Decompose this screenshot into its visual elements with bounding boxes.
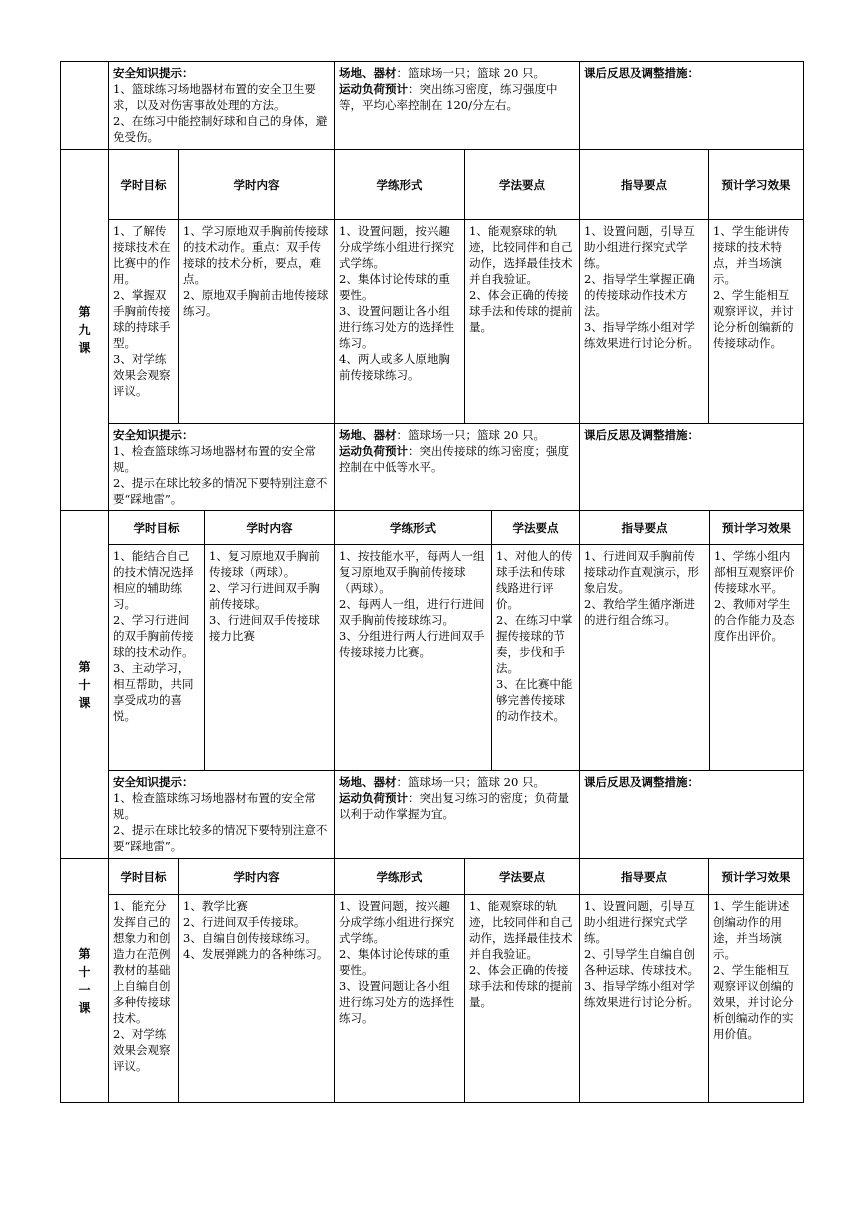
effect-cell	[710, 545, 804, 771]
col-header-effect: 预计学习效果	[709, 859, 804, 895]
col-header-method: 学法要点	[465, 150, 580, 220]
reflection-notes	[580, 62, 804, 150]
effect-item: 1、学生能讲述创编动作的用途，并当场演示。	[713, 899, 790, 961]
venue-label: 场地、器材	[339, 775, 397, 789]
method-cell	[465, 220, 580, 424]
safety-line: 1、检查篮球练习场地器材布置的安全常规。	[113, 444, 316, 474]
col-header-form: 学练形式	[335, 150, 465, 220]
safety-line: 1、篮球练习场地器材布置的安全卫生要求，以及对伤害事故处理的方法。	[113, 82, 316, 112]
col-header-guide: 指导要点	[580, 511, 710, 545]
col-header-form: 学练形式	[335, 511, 492, 545]
method-item: 2、体会正确的传接球手法和传球的提前量。	[469, 288, 573, 334]
goal-item: 1、能充分发挥自己的想象力和创造力在范例教材的基础上自编自创多种传接球技术。	[113, 899, 171, 1025]
form-item: 2、每两人一组，进行行进间双手胸前传接球练习。	[339, 597, 485, 627]
reflect-label: 课后反思及调整措施：	[584, 66, 699, 80]
load-text: ：突出复习练习的密度；负荷量以利于动作掌握为宜。	[339, 791, 569, 821]
load-label: 运动负荷预计	[339, 82, 408, 96]
content-item: 2、行进间双手传接球。	[183, 915, 306, 929]
col-header-effect: 预计学习效果	[709, 150, 804, 220]
form-item: 2、集体讨论传球的重要性。	[339, 947, 450, 977]
goal-item: 1、了解传接球技术在比赛中的作用。	[113, 224, 171, 286]
effect-item: 1、学练小组内部相互观察评价传接球水平。	[714, 549, 795, 595]
goal-item: 2、对学练效果会观察评议。	[113, 1027, 171, 1073]
content-item: 1、复习原地双手胸前传接球（两球）。	[209, 549, 320, 579]
guide-cell	[580, 545, 710, 771]
guide-cell	[580, 895, 709, 1103]
venue-load-notes	[335, 424, 580, 511]
method-item: 3、在比赛中能够完善传接球的动作技术。	[496, 677, 573, 723]
effect-item: 1、学生能讲传接球的技术特点，并当场演示。	[713, 224, 790, 286]
effect-cell	[709, 895, 804, 1103]
load-text: ：突出传接球的练习密度；强度控制在中低等水平。	[339, 444, 569, 474]
form-item: 4、两人或多人原地胸前传接球练习。	[339, 352, 450, 382]
load-label: 运动负荷预计	[339, 791, 408, 805]
content-item: 4、发展弹跳力的各种练习。	[183, 947, 329, 961]
venue-text: ：篮球场一只；篮球 20 只。	[396, 775, 545, 789]
method-cell	[465, 895, 580, 1103]
goal-cell	[109, 545, 205, 771]
effect-item: 2、学生能相互观察评议，并讨论分析创编新的传接球动作。	[713, 288, 794, 350]
load-label: 运动负荷预计	[339, 444, 408, 458]
guide-item: 1、行进间双手胸前传接球动作直观演示，形象启发。	[584, 549, 699, 595]
safety-notes	[109, 771, 335, 859]
col-header-effect: 预计学习效果	[710, 511, 804, 545]
guide-item: 3、指导学练小组对学练效果进行讨论分析。	[584, 320, 699, 350]
load-text: ：突出练习密度，练习强度中等，平均心率控制在 120/分左右。	[339, 82, 558, 112]
venue-load-notes	[335, 771, 580, 859]
venue-label: 场地、器材	[339, 66, 397, 80]
goal-cell	[109, 895, 179, 1103]
form-cell	[335, 545, 492, 771]
safety-line: 2、提示在球比较多的情况下要特别注意不要“踩地雷”。	[113, 823, 328, 853]
safety-notes	[109, 424, 335, 511]
guide-item: 2、指导学生掌握正确的传接球动作技术方法。	[584, 272, 695, 318]
lesson11-table	[60, 858, 804, 1103]
method-cell	[492, 545, 580, 771]
reflection-notes	[580, 424, 804, 511]
method-item: 2、在练习中掌握传接球的节奏，步伐和手法。	[496, 613, 573, 675]
col-header-method: 学法要点	[465, 859, 580, 895]
lesson-label: 第九课	[61, 150, 109, 511]
lesson9-table	[60, 149, 804, 511]
effect-item: 2、教师对学生的合作能力及态度作出评价。	[714, 597, 795, 643]
col-header-form: 学练形式	[335, 859, 465, 895]
guide-item: 2、教给学生循序渐进的进行组合练习。	[584, 597, 695, 627]
form-item: 1、设置问题，按兴趣分成学练小组进行探究式学练。	[339, 899, 454, 945]
content-cell	[179, 895, 335, 1103]
content-item: 1、教学比赛	[183, 899, 248, 913]
form-item: 3、设置问题让各小组进行练习处方的选择性练习。	[339, 979, 454, 1025]
col-header-guide: 指导要点	[580, 150, 709, 220]
form-cell	[335, 895, 465, 1103]
goal-item: 1、能结合自己的技术情况选择相应的辅助练习。	[113, 549, 194, 611]
col-header-content: 学时内容	[205, 511, 335, 545]
reflect-label: 课后反思及调整措施：	[584, 775, 699, 789]
content-cell	[205, 545, 335, 771]
form-item: 2、集体讨论传球的重要性。	[339, 272, 450, 302]
guide-item: 1、设置问题，引导互助小组进行探究式学练。	[584, 899, 695, 945]
form-item: 3、设置问题让各小组进行练习处方的选择性练习。	[339, 304, 454, 350]
method-item: 2、体会正确的传接球手法和传球的提前量。	[469, 963, 573, 1009]
safety-title: 安全知识提示：	[113, 66, 194, 80]
safety-notes	[109, 62, 335, 150]
goal-item: 2、掌握双手胸前传接球的持球手型。	[113, 288, 171, 350]
content-item: 2、学习行进间双手胸前传接球。	[209, 581, 320, 611]
col-header-content: 学时内容	[179, 859, 335, 895]
goal-item: 3、主动学习，相互帮助，共同享受成功的喜悦。	[113, 661, 194, 723]
method-item: 1、能观察球的轨迹，比较同伴和自己动作，选择最佳技术并自我验证。	[469, 899, 573, 961]
content-cell	[179, 220, 335, 424]
effect-cell	[709, 220, 804, 424]
guide-item: 1、设置问题，引导互助小组进行探究式学练。	[584, 224, 695, 270]
content-item: 2、原地双手胸前击地传接球练习。	[183, 288, 329, 318]
venue-text: ：篮球场一只；篮球 20 只。	[396, 428, 545, 442]
col-header-goal: 学时目标	[109, 859, 179, 895]
form-item: 3、分组进行两人行进间双手传接球接力比赛。	[339, 629, 485, 659]
method-item: 1、能观察球的轨迹，比较同伴和自己动作，选择最佳技术并自我验证。	[469, 224, 573, 286]
goal-item: 2、学习行进间的双手胸前传接球的技术动作。	[113, 613, 194, 659]
content-item: 3、行进间双手传接球接力比赛	[209, 613, 320, 643]
col-header-method: 学法要点	[492, 511, 580, 545]
col-header-goal: 学时目标	[109, 511, 205, 545]
guide-cell	[580, 220, 709, 424]
form-item: 1、按技能水平，每两人一组复习原地双手胸前传接球（两球）。	[339, 549, 485, 595]
reflect-label: 课后反思及调整措施：	[584, 428, 699, 442]
venue-label: 场地、器材	[339, 428, 397, 442]
safety-title: 安全知识提示：	[113, 775, 194, 789]
safety-line: 2、在练习中能控制好球和自己的身体，避免受伤。	[113, 114, 328, 144]
col-header-guide: 指导要点	[580, 859, 709, 895]
content-item: 1、学习原地双手胸前传接球的技术动作。重点：双手传接球的技术分析，要点，难点。	[183, 224, 329, 286]
safety-title: 安全知识提示：	[113, 428, 194, 442]
goal-item: 3、对学练效果会观察评议。	[113, 352, 171, 398]
reflection-notes	[580, 771, 804, 859]
top-notes-table	[60, 61, 804, 150]
lesson-label: 第十一课	[61, 859, 109, 1103]
col-header-goal: 学时目标	[109, 150, 179, 220]
venue-load-notes	[335, 62, 580, 150]
content-item: 3、自编自创传接球练习。	[183, 931, 317, 945]
goal-cell	[109, 220, 179, 424]
lesson10-table	[60, 510, 804, 859]
col-header-content: 学时内容	[179, 150, 335, 220]
venue-text: ：篮球场一只；篮球 20 只。	[396, 66, 545, 80]
side-cell-empty	[61, 62, 109, 150]
guide-item: 2、引导学生自编自创各种运球、传球技术。	[584, 947, 699, 977]
lesson-label: 第十课	[61, 511, 109, 859]
effect-item: 2、学生能相互观察评议创编的效果，并讨论分析创编动作的实用价值。	[713, 963, 794, 1041]
safety-line: 2、提示在球比较多的情况下要特别注意不要“踩地雷”。	[113, 476, 328, 506]
method-item: 1、对他人的传球手法和传球线路进行评价。	[496, 549, 573, 611]
form-item: 1、设置问题，按兴趣分成学练小组进行探究式学练。	[339, 224, 454, 270]
guide-item: 3、指导学练小组对学练效果进行讨论分析。	[584, 979, 699, 1009]
form-cell	[335, 220, 465, 424]
safety-line: 1、检查篮球练习场地器材布置的安全常规。	[113, 791, 316, 821]
